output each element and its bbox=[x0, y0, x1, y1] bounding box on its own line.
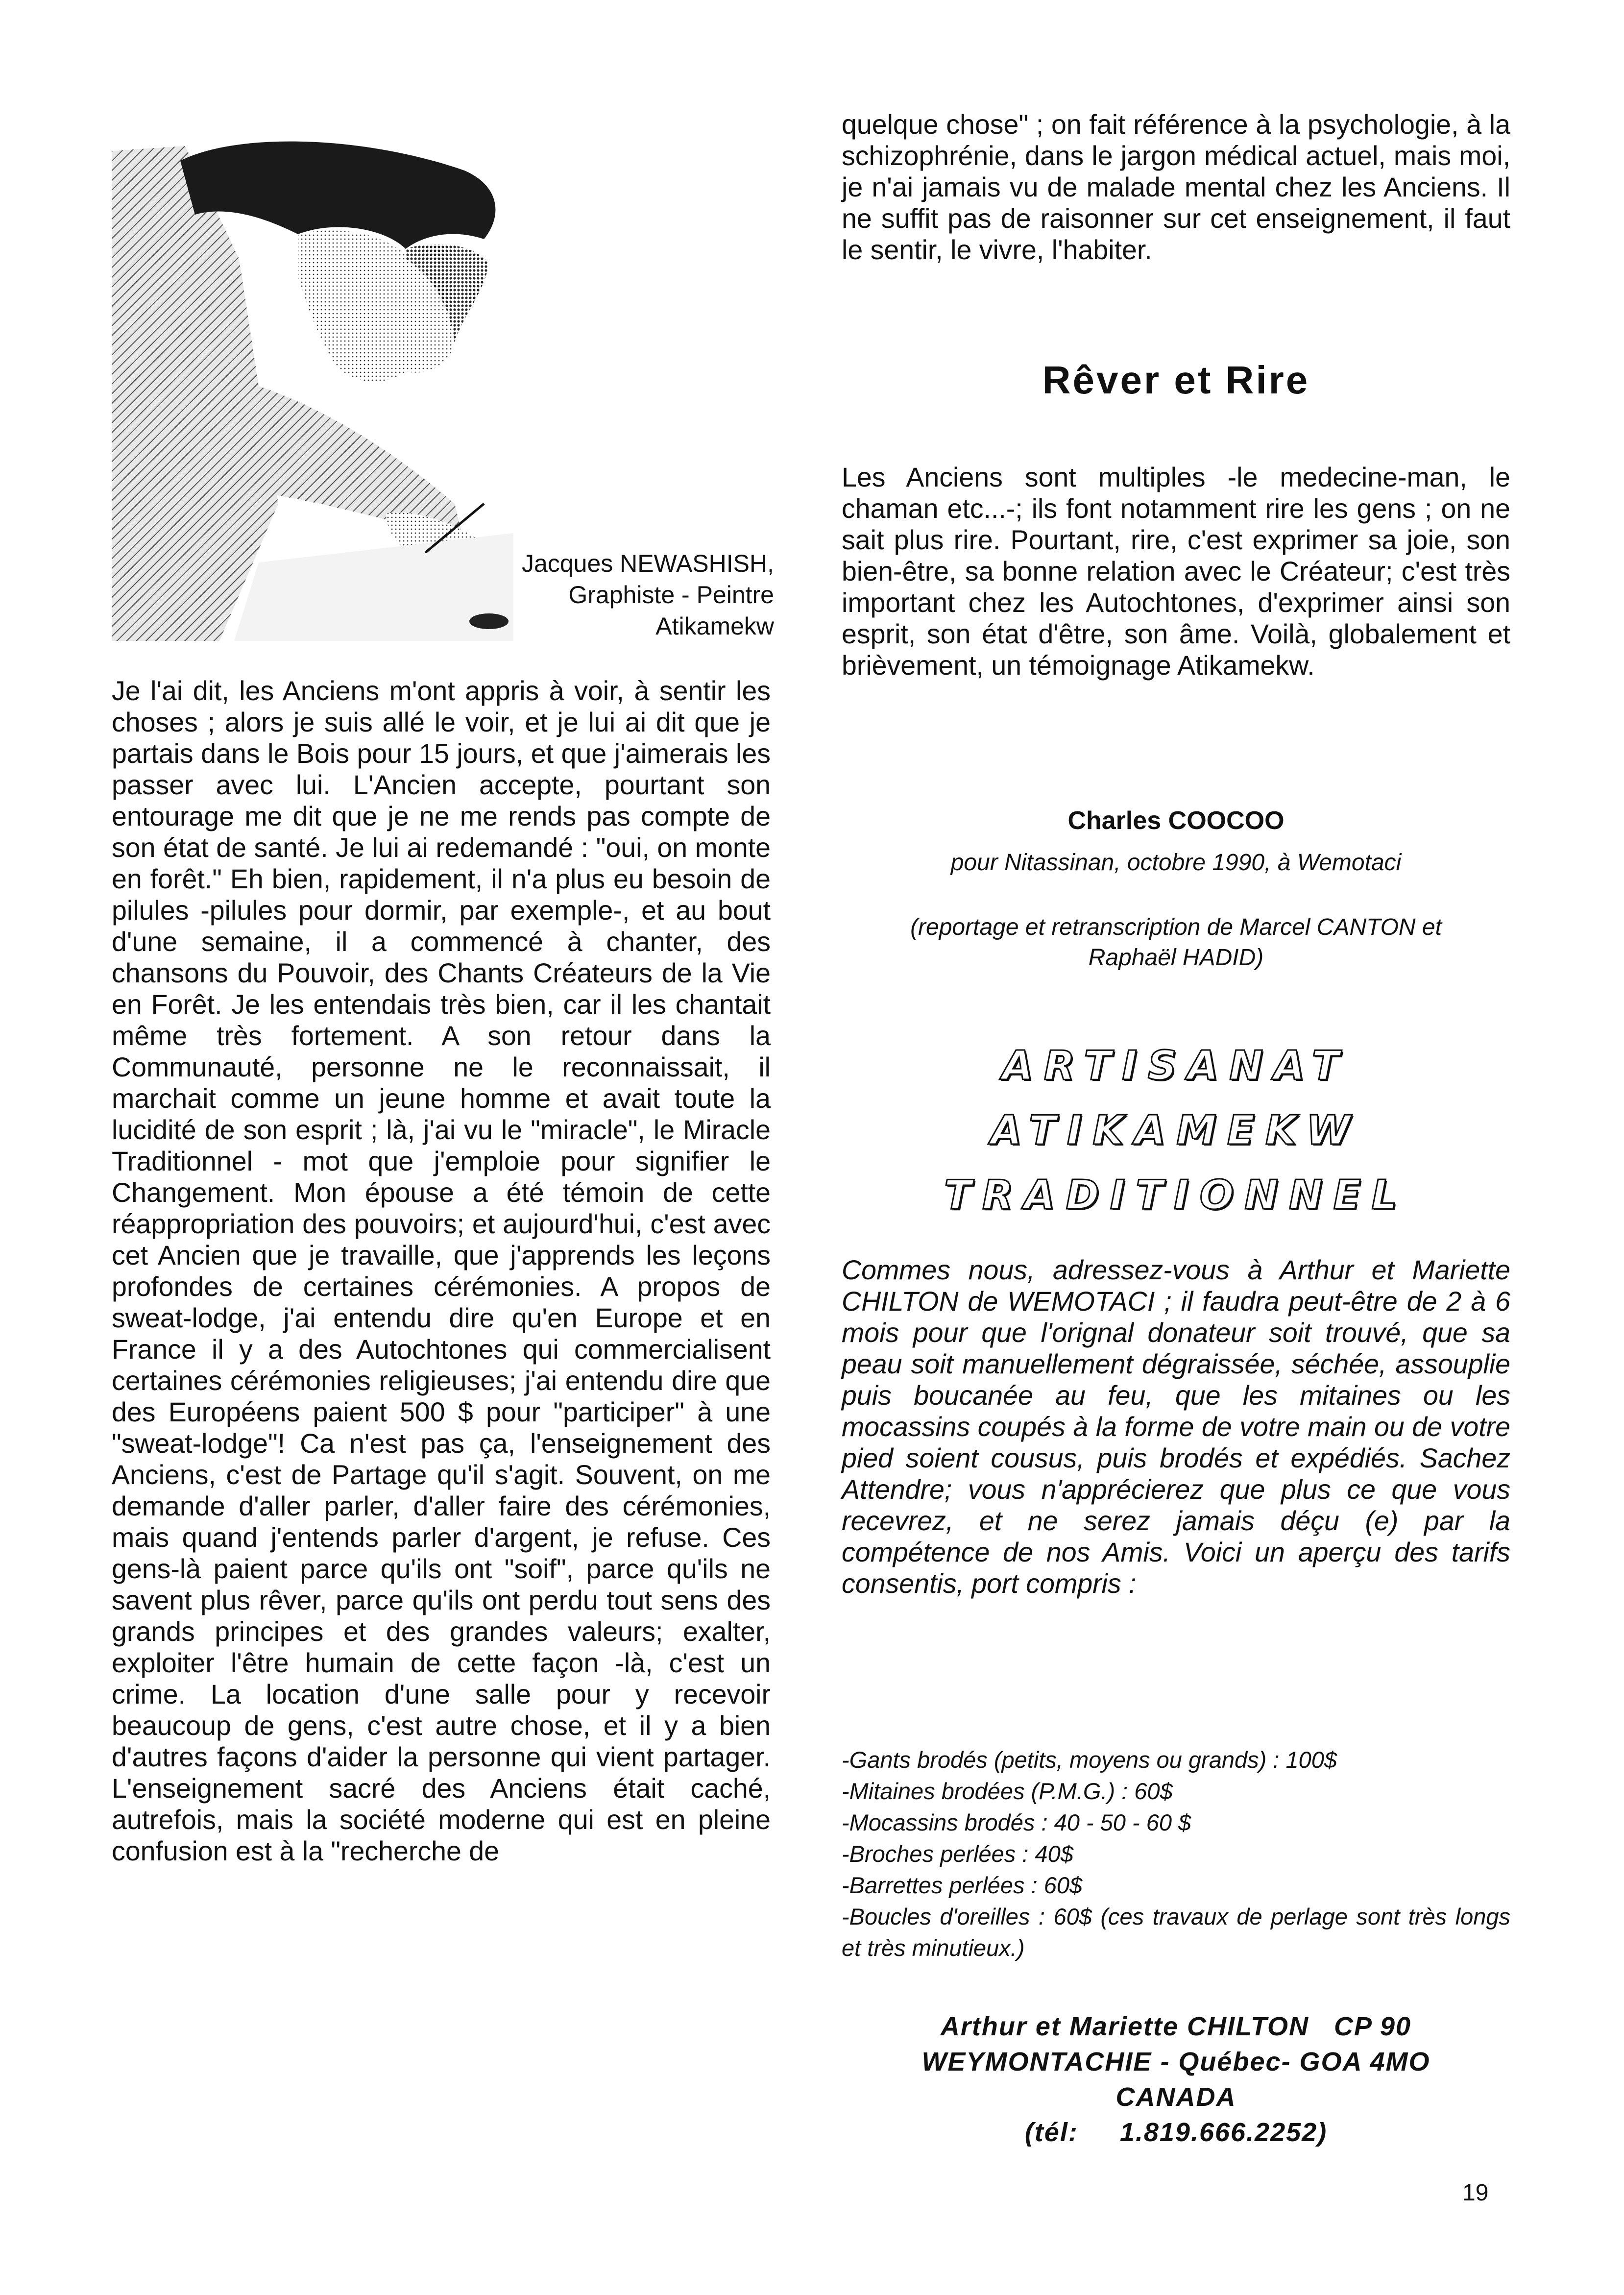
artist-photo bbox=[112, 131, 513, 641]
address-line-2: WEYMONTACHIE - Québec- GOA 4MO bbox=[921, 2047, 1430, 2076]
caption-name: Jacques NEWASHISH, bbox=[522, 550, 774, 577]
section-body-text: Les Anciens sont multiples -le medecine-man, le chaman etc...-; ils font notamment rire les gens ; on ne sait plus rire. Pourtant, rire, c'est exprimer sa joie, son bien-être, sa bonne relation avec le Créateur; c'est très important chez les Autochtones, d'exprimer ainsi son esprit, son état d'être, son âme. Voilà, globalement et brièvement, un témoignage Atikamekw. bbox=[842, 462, 1510, 681]
transcription-credit bbox=[842, 912, 1510, 973]
ad-title-line-2: ATIKAMEKW bbox=[991, 1107, 1361, 1154]
author-name: Charles COOCOO bbox=[1067, 806, 1285, 835]
price-item: -Barrettes perlées : 60$ bbox=[842, 1872, 1083, 1898]
price-item: -Boucles d'oreilles : 60$ (ces travaux de perlage sont très longs et très minutieux.) bbox=[842, 1904, 1510, 1961]
ad-title-line-3: TRADITIONNEL bbox=[944, 1172, 1408, 1219]
price-item: -Mocassins brodés : 40 - 50 - 60 $ bbox=[842, 1809, 1191, 1835]
price-list bbox=[842, 1744, 1510, 1964]
address-line-4: (tél: 1.819.666.2252) bbox=[1024, 2118, 1328, 2147]
transcription-credit-line-1: (reportage et retranscription de Marcel CANTON et bbox=[910, 914, 1442, 940]
right-column-intro-text: quelque chose" ; on fait référence à la psychologie, à la schizophrénie, dans le jargon médical actuel, mais moi, je n'ai jamais vu de malade mental chez les Anciens. Il ne suffit pas de raisonner sur cet enseignement, il faut le sentir, le vivre, l'habiter. bbox=[842, 109, 1510, 265]
caption-nation: Atikamekw bbox=[655, 612, 774, 640]
address-line-3: CANADA bbox=[1115, 2082, 1236, 2112]
section-heading: Rêver et Rire bbox=[1042, 358, 1310, 402]
price-item: -Gants brodés (petits, moyens ou grands) : 100$ bbox=[842, 1747, 1337, 1773]
ad-body-text: Commes nous, adressez-vous à Arthur et Mariette CHILTON de WEMOTACI ; il faudra peut-être de 2 à 6 mois pour que l'orignal donateur soit trouvé, que sa peau soit manuellement dégraissée, séchée, assouplie puis boucanée au feu, que les mitaines ou les mocassins coupés à la forme de votre main ou de votre pied soient cousus, puis brodés et expédiés. Sachez Attendre; vous n'apprécierez que plus ce que vous recevrez, et ne serez jamais déçu (e) par la compétence de nos Amis. Voici un aperçu des tarifs consentis, port compris : bbox=[842, 1255, 1510, 1599]
transcription-credit-line-2: Raphaël HADID) bbox=[1088, 945, 1264, 971]
photo-caption bbox=[490, 548, 774, 642]
caption-role: Graphiste - Peintre bbox=[568, 581, 774, 609]
page-number: 19 bbox=[1462, 2180, 1489, 2206]
ad-title-line-1: ARTISANAT bbox=[1002, 1043, 1350, 1089]
author-credit: pour Nitassinan, octobre 1990, à Wemotaci bbox=[950, 850, 1402, 876]
price-item: -Broches perlées : 40$ bbox=[842, 1841, 1073, 1867]
address-line-1: Arthur et Mariette CHILTON CP 90 bbox=[940, 2012, 1412, 2041]
price-item: -Mitaines brodées (P.M.G.) : 60$ bbox=[842, 1778, 1173, 1804]
left-column-text: Je l'ai dit, les Anciens m'ont appris à voir, à sentir les choses ; alors je suis allé le voir, et je lui ai dit que je partais dans le Bois pour 15 jours, et que j'aimerais les passer avec lui. L'Ancien accepte, pourtant son entourage me dit que je ne me rends pas compte de son état de santé. Je lui ai redemandé : "oui, on monte en forêt." Eh bien, rapidement, il n'a plus eu besoin de pilules -pilules pour dormir, par exemple-, et au bout d'une semaine, il a commencé à chanter, des chansons du Pouvoir, des Chants Créateurs de la Vie en Forêt. Je les entendais très bien, car il les chantait même très fortement. A son retour dans la Communauté, personne ne le reconnaissait, il marchait comme un jeune homme et avait toute la lucidité de son esprit ; là, j'ai vu le "miracle", le Miracle Traditionnel - mot que j'emploie pour signifier le Changement. Mon épouse a été témoin de cette réappropriation des pouvoirs; et aujourd'hui, c'est avec cet Ancien que je travaille, que j'apprends les leçons profondes de certaines cérémonies. A propos de sweat-lodge, j'ai entendu dire qu'en Europe et en France il y a des Autochtones qui commercialisent certaines cérémonies religieuses; j'ai entendu dire que des Européens paient 500 $ pour "participer" à une "sweat-lodge"! Ca n'est pas ça, l'enseignement des Anciens, c'est de Partage qu'il s'agit. Souvent, on me demande d'aller parler, d'aller faire des cérémonies, mais quand j'entends parler d'argent, je refuse. Ces gens-là paient parce qu'ils ont "soif", parce qu'ils ne savent plus rêver, parce qu'ils ont perdu tout sens des grands principes et des grandes valeurs; exalter, exploiter l'être humain de cette façon -là, c'est un crime. La location d'une salle pour y recevoir beaucoup de gens, c'est autre chose, et il y a bien d'autres façons d'aider la personne qui vient partager. L'enseignement sacré des Anciens était caché, autrefois, mais la société moderne qui est en pleine confusion est à la "recherche de bbox=[112, 676, 771, 1866]
contact-address bbox=[842, 2009, 1510, 2150]
